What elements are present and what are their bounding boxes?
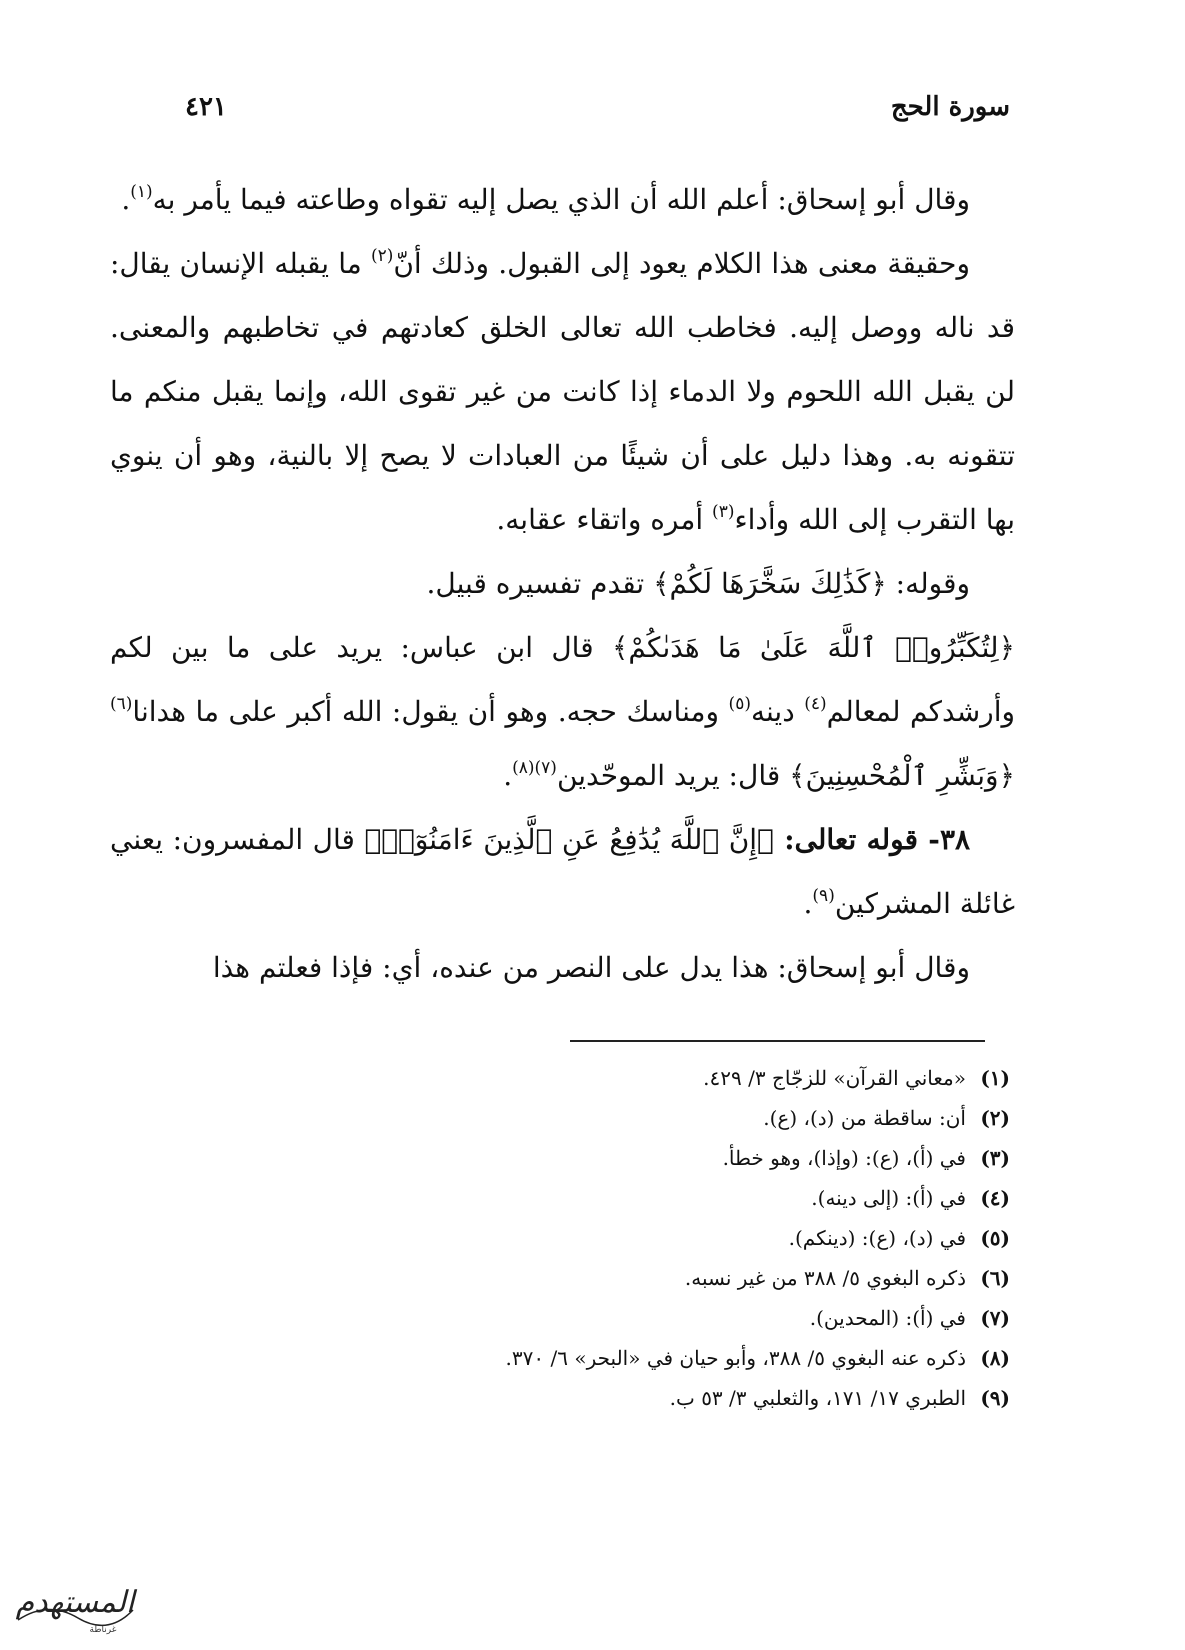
paragraph-5: ٣٨- قوله تعالى: ﴿إِنَّ ٱللَّهَ يُدَٰفِعُ عَنِ ٱلَّذِينَ ءَامَنُوٓا۟﴾ قال المفسرون: يعني غائلة المشركين$^{(٩)}$. [110, 823, 1015, 920]
main-text [110, 168, 1015, 1000]
svg-text:غرناطة: غرناطة [89, 1625, 117, 1635]
footnote-ref-2[interactable]: (٢) [370, 246, 394, 266]
quran-verse: ﴿وَبَشِّرِ ٱلْمُحْسِنِينَ﴾ [789, 759, 1015, 792]
watermark-logo-icon [8, 1570, 143, 1640]
footnote-item: (٥) في (د)، (ع): (دينكم). [788, 1226, 1010, 1250]
footnote-ref-3[interactable]: (٣) [712, 502, 735, 522]
footnote-ref-5[interactable]: (٥) [728, 694, 751, 714]
quran-verse: ﴿إِنَّ ٱللَّهَ يُدَٰفِعُ عَنِ ٱلَّذِينَ ءَامَنُوٓا۟﴾ [364, 823, 774, 856]
page-header [185, 82, 1010, 132]
footnote-item: (٢) أن: ساقطة من (د)، (ع). [763, 1106, 1010, 1130]
footnote-ref-4[interactable]: (٤) [804, 694, 827, 714]
footnote-item: (٣) في (أ)، (ع): (وإذا)، وهو خطأ. [722, 1146, 1010, 1170]
footnote-item: (٤) في (أ): (إلى دينه). [811, 1186, 1010, 1210]
paragraph-4: ﴿لِتُكَبِّرُوا۟ ٱللَّهَ عَلَىٰ مَا هَدَىٰكُمْ﴾ قال ابن عباس: يريد على ما بين لكم وأرشدكم لمعالم$^{(٤)}$ دينه$^{(٥)}$ ومناسك حجه. وهو أن يقول: الله أكبر على ما هدانا$^{(٦)}$ ﴿وَبَشِّرِ ٱلْمُحْسِنِينَ﴾ قال: يريد الموحّدين$^{(٧)(٨)}$. [110, 631, 1015, 792]
footnote-item: (٧) في (أ): (المحدين). [809, 1306, 1010, 1330]
paragraph-6: وقال أبو إسحاق: هذا يدل على النصر من عنده، أي: فإذا فعلتم هذا [212, 951, 970, 984]
footnote-item: (٩) الطبري ١٧/ ١٧١، والثعلبي ٣/ ٥٣ ب. [669, 1386, 1010, 1410]
footnote-divider [570, 1040, 985, 1042]
paragraph-3: وقوله: ﴿كَذَٰلِكَ سَخَّرَهَا لَكُمْ﴾ تقدم تفسيره قبيل. [426, 567, 970, 600]
paragraph-2: وحقيقة معنى هذا الكلام يعود إلى القبول. وذلك أنّ$^{(٢)}$ ما يقبله الإنسان يقال: قد ناله ووصل إليه. فخاطب الله تعالى الخلق كعادتهم في تخاطبهم والمعنى. لن يقبل الله اللحوم ولا الدماء إذا كانت من غير تقوى الله، وإنما يقبل منكم ما تتقونه به. وهذا دليل على أن شيئًا من العبادات لا يصح إلا بالنية، وهو أن ينوي بها التقرب إلى الله وأداء$^{(٣)}$ أمره واتقاء عقابه. [110, 246, 1015, 536]
footnote-item: (٨) ذكره عنه البغوي ٥/ ٣٨٨، وأبو حيان في «البحر» ٦/ ٣٧٠. [505, 1346, 1010, 1370]
svg-text:المستهدم: المستهدم [15, 1585, 135, 1620]
footnote-ref-7-8[interactable]: (٧)(٨) [512, 758, 557, 778]
quran-verse: ﴿كَذَٰلِكَ سَخَّرَهَا لَكُمْ﴾ [653, 567, 887, 600]
paragraph-1: وقال أبو إسحاق: أعلم الله أن الذي يصل إليه تقواه وطاعته فيما يأمر به$^{(١)}$. [121, 182, 970, 216]
footnotes-list [150, 1058, 1010, 1418]
quran-verse: ﴿لِتُكَبِّرُوا۟ ٱللَّهَ عَلَىٰ مَا هَدَىٰكُمْ﴾ [611, 631, 1015, 664]
surah-title: سورة الحج [890, 92, 1010, 122]
footnote-ref-9[interactable]: (٩) [812, 886, 835, 906]
footnote-ref-6[interactable]: (٦) [110, 694, 133, 714]
footnote-ref-1[interactable]: (١) [130, 182, 153, 202]
footnote-item: (٦) ذكره البغوي ٥/ ٣٨٨ من غير نسبه. [684, 1266, 1010, 1290]
footnote-item: (١) «معاني القرآن» للزجّاج ٣/ ٤٢٩. [703, 1066, 1010, 1090]
page-number: ٤٢١ [185, 92, 227, 122]
